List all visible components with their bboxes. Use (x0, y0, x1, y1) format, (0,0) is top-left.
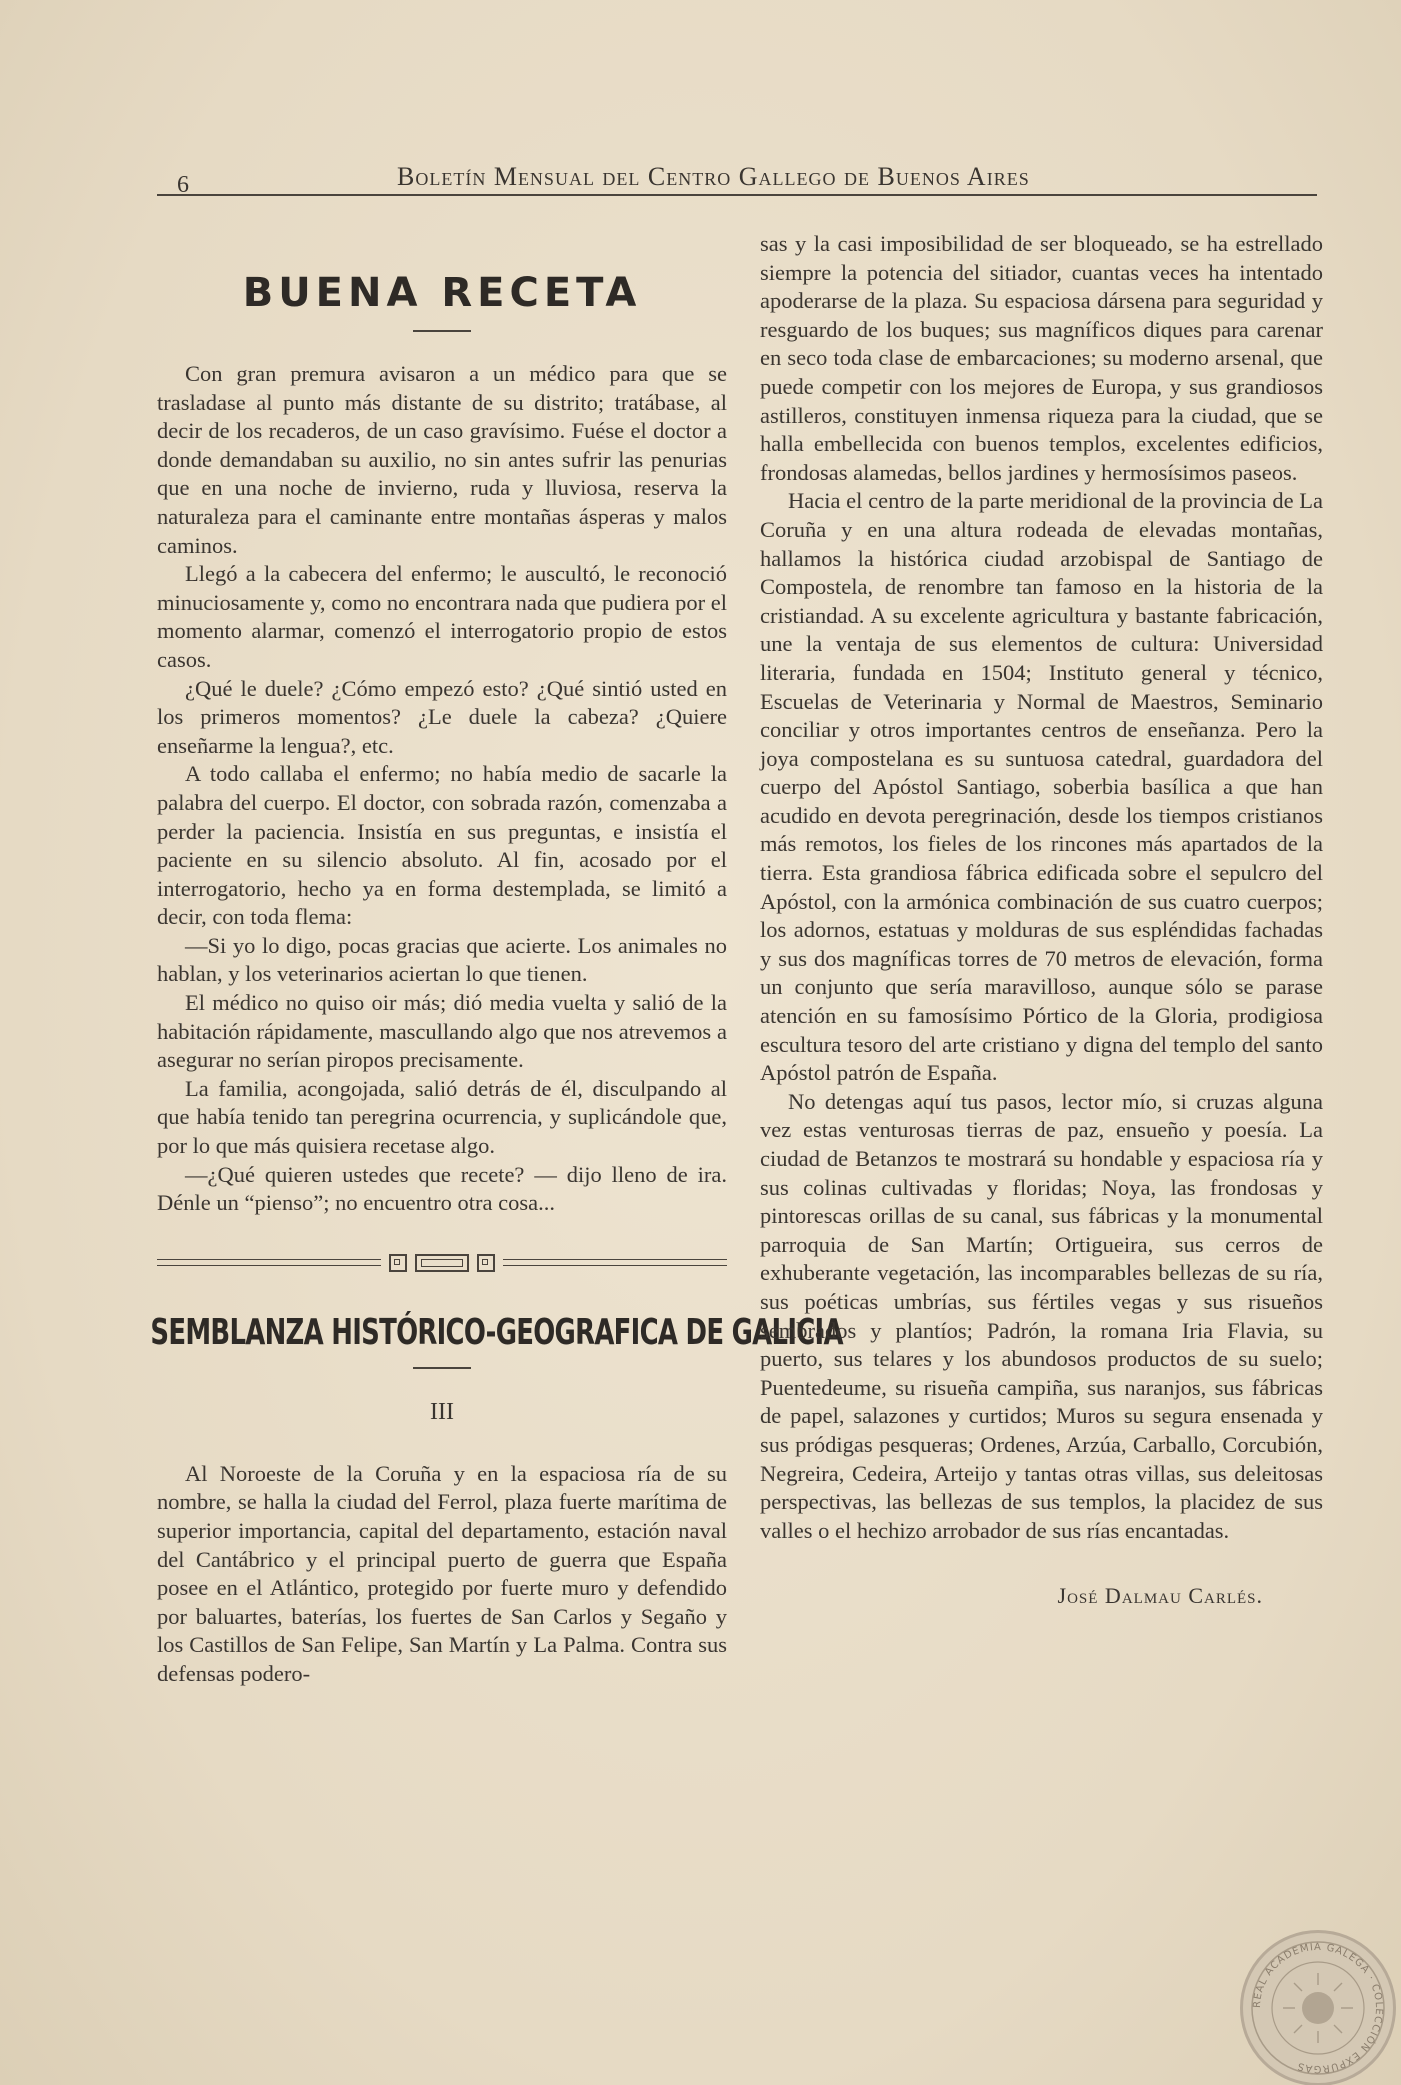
divider-line (503, 1259, 727, 1266)
divider-line (157, 1259, 381, 1266)
paragraph: Con gran premura avisaron a un médico para que se trasladase al punto más distante de su distrito; tratábase, al decir de los recaderos, de un caso gravísimo. Fuése el doctor a donde demandaban su auxilio, no sin antes sufrir las penurias que en una noche de invierno, ruda y lluviosa, reserva la naturaleza para el caminante entre montañas ásperas y malos caminos. (157, 361, 727, 558)
paragraph: —¿Qué quieren ustedes que recete? — dijo lleno de ira. Dénle un “pienso”; no encuentro otra cosa... (157, 1161, 727, 1216)
left-column (150, 230, 843, 1689)
paragraph: A todo callaba el enfermo; no había medio de sacarle la palabra del cuerpo. El doctor, con sobrada razón, comenzaba a perder la paciencia. Insistía en sus preguntas, e insistía el paciente en su silencio absoluto. Al fin, acosado por el interrogatorio, hecho ya en forma destemplada, se limitó a decir, con toda flema: (157, 761, 727, 930)
paragraph: El médico no quiso oir más; dió media vuelta y salió de la habitación rápidamente, mascullando algo que nos atrevemos a asegurar no serían piropos precisamente. (157, 990, 727, 1073)
author-signature: José Dalmau Carlés. (1057, 1583, 1263, 1609)
section-divider-ornament (157, 1254, 727, 1272)
divider-square-icon (477, 1254, 495, 1272)
right-column (760, 230, 1323, 1609)
paragraph: —Si yo lo digo, pocas gracias que acierte. Los animales no hablan, y los veterinarios aciertan lo que tienen. (157, 932, 727, 987)
paragraph: La familia, acongojada, salió detrás de él, disculpando al que había tenido tan peregrina ocurrencia, y suplicándole que, por lo que más quisiera recetase algo. (157, 1075, 727, 1159)
paragraph: No detengas aquí tus pasos, lector mío, si cruzas alguna vez estas venturosas tierras de paz, ensueño y poesía. La ciudad de Betanzos te mostrará su hondable y espaciosa ría y sus colinas cultivadas y floridas; Noya, las frondosas y pintorescas orillas de su canal, sus fábricas y la monumental parroquia de San Martín; Ortigueira, sus cerros de exhuberante vegetación, las incomparables bellezas de su ría, sus poéticas umbrías, sus fértiles vegas y sus risueños sembrados y plantíos; Padrón, la romana Iria Flavia, su puerto, sus telares y los abundosos productos de su suelo; Puentedeume, su risueña campiña, sus naranjos, sus fábricas de papel, salazones y curtidos; Muros su segura ensenada y sus pródigas pesqueras; Ordenes, Arzúa, Carballo, Corcubión, Negreira, Cedeira, Arteijo y tantas otras villas, sus deleitosas perspectivas, las bellezas de sus templos, la placidez de sus valles o el hechizo arrobador de sus rías encantadas. (760, 1088, 1323, 1543)
paragraph: Llegó a la cabecera del enfermo; le auscultó, le reconoció minuciosamente y, como no encontrara nada que pudiera por el momento alarmar, comenzó el interrogatorio propio de estos casos. (157, 561, 727, 672)
divider-rectangle-icon (415, 1254, 469, 1272)
article-title-buena-receta: BUENA RECETA (242, 270, 642, 316)
page-number: 6 (177, 172, 189, 198)
title-rule (413, 330, 471, 332)
running-title: Boletín Mensual del Centro Gallego de Buenos Aires (397, 162, 1030, 191)
title-rule (413, 1367, 471, 1369)
library-stamp-icon (1240, 1930, 1396, 2085)
divider-square-icon (389, 1254, 407, 1272)
paragraph: Al Noroeste de la Coruña y en la espaciosa ría de su nombre, se halla la ciudad del Ferrol, plaza fuerte marítima de superior importancia, capital del departamento, estación naval del Cantábrico y el principal puerto de guerra que España posee en el Atlántico, protegido por fuerte muro y defendido por baluartes, baterías, los fuertes de San Carlos y Segaño y los Castillos de San Felipe, San Martín y La Palma. Contra sus defensas podero- (157, 1460, 727, 1686)
paragraph: sas y la casi imposibilidad de ser bloqueado, se ha estrellado siempre la potencia del sitiador, cuantas veces ha intentado apoderarse de la plaza. Su espaciosa dársena para seguridad y resguardo de los buques; sus magníficos diques para carenar en seco toda clase de embarcaciones; su moderno arsenal, que puede competir con los mejores de Europa, y sus grandiosos astilleros, constituyen inmensa riqueza para la ciudad, que se halla embellecida con buenos templos, excelentes edificios, frondosas alamedas, bellos jardines y hermosísimos paseos. (760, 231, 1323, 485)
page-header (157, 150, 1317, 196)
stamp-graphic (1243, 1933, 1393, 2083)
stamp-text: REAL ACADEMIA GALEGA · COLECCIÓN EXPURGAS (1251, 1941, 1385, 2075)
section-numeral: III (430, 1398, 454, 1425)
article-title-semblanza: SEMBLANZA HISTÓRICO-GEOGRAFICA DE GALICIA (150, 1311, 843, 1353)
paragraph: ¿Qué le duele? ¿Cómo empezó esto? ¿Qué sintió usted en los primeros momentos? ¿Le duele la cabeza? ¿Quiere enseñarme la lengua?, etc. (157, 675, 727, 758)
paragraph: Hacia el centro de la parte meridional de la provincia de La Coruña y en una altura rodeada de elevadas montañas, hallamos la histórica ciudad arzobispal de Santiago de Compostela, de renombre tan famoso en la historia de la cristiandad. A su excelente agricultura y bastante fabricación, une la ventaja de sus elementos de cultura: Universidad literaria, fundada en 1504; Instituto general y técnico, Escuelas de Veterinaria y Normal de Maestros, Seminario conciliar y otros importantes centros de enseñanza. Pero la joya compostelana es su suntuosa catedral, guardadora del cuerpo del Apóstol Santiago, soberbia basílica a que han acudido en devota peregrinación, desde los tiempos cristianos más remotos, los fieles de los rincones más apartados de la tierra. Esta grandiosa fábrica edificada sobre el sepulcro del Apóstol, con la armónica combinación de sus cuatro cuerpos; los adornos, estatuas y molduras de sus espléndidas fachadas y sus dos magníficas torres de 70 metros de elevación, forma un conjunto que sería maravilloso, aunque sólo se parase atención en su famosísimo Pórtico de la Gloria, prodigiosa escultura tesoro del arte cristiano y digna del templo del santo Apóstol patrón de España. (760, 488, 1323, 1086)
article-body-buena-receta (157, 360, 727, 1218)
